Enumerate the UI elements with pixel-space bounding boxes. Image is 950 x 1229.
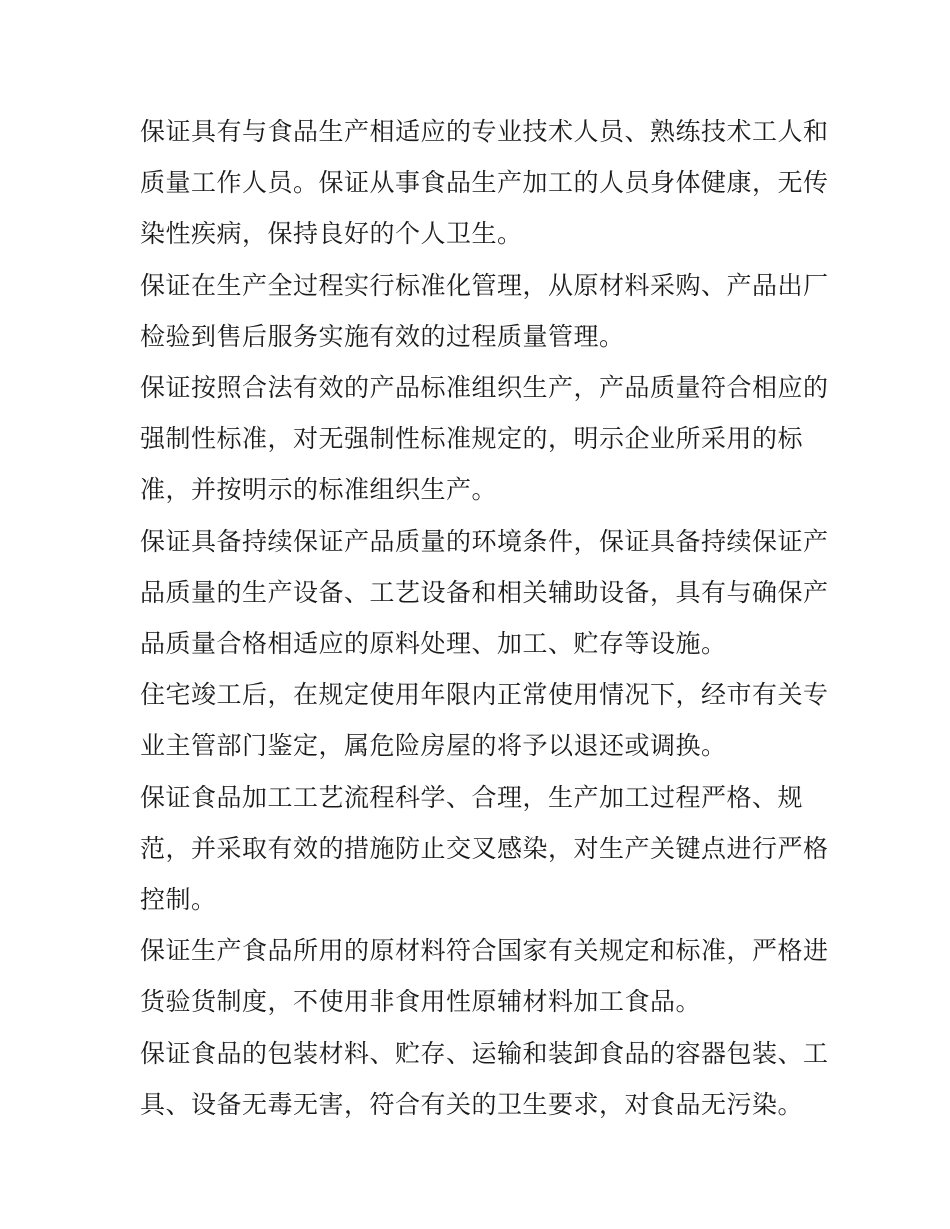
text-line: 保证按照合法有效的产品标准组织生产，产品质量符合相应的 (140, 373, 829, 403)
text-line: 货验货制度，不使用非食用性原辅材料加工食品。 (140, 987, 702, 1017)
paragraph-housing (140, 669, 829, 771)
text-line: 保证食品加工工艺流程科学、合理，生产加工过程严格、规 (140, 782, 804, 812)
paragraph-standardized-management (140, 260, 829, 362)
text-line: 保证生产食品所用的原材料符合国家有关规定和标准，严格进 (140, 936, 829, 966)
text-line: 保证具有与食品生产相适应的专业技术人员、熟练技术工人和 (140, 117, 829, 146)
paragraph-environment-equipment (140, 516, 829, 670)
text-line: 准，并按明示的标准组织生产。 (140, 475, 498, 505)
text-line: 保证食品的包装材料、贮存、运输和装卸食品的容器包装、工 (140, 1038, 829, 1068)
text-line: 控制。 (140, 885, 217, 915)
paragraph-product-standards (140, 362, 829, 516)
paragraph-packaging (140, 1028, 829, 1130)
text-line: 范，并采取有效的措施防止交叉感染，对生产关键点进行严格 (140, 833, 829, 863)
text-line: 染性疾病，保持良好的个人卫生。 (140, 219, 523, 249)
paragraph-process-control (140, 772, 829, 926)
paragraph-staff (140, 106, 829, 260)
text-line: 强制性标准，对无强制性标准规定的，明示企业所采用的标 (140, 424, 804, 454)
paragraph-raw-materials (140, 925, 829, 1027)
text-line: 检验到售后服务实施有效的过程质量管理。 (140, 321, 625, 351)
text-line: 保证在生产全过程实行标准化管理，从原材料采购、产品出厂 (140, 270, 829, 300)
text-line: 品质量的生产设备、工艺设备和相关辅助设备，具有与确保产 (140, 577, 829, 607)
document-body (140, 106, 829, 1130)
text-line: 住宅竣工后，在规定使用年限内正常使用情况下，经市有关专 (140, 680, 829, 710)
text-line: 质量工作人员。保证从事食品生产加工的人员身体健康，无传 (140, 168, 829, 198)
text-line: 保证具备持续保证产品质量的环境条件，保证具备持续保证产 (140, 526, 829, 556)
text-line: 具、设备无毒无害，符合有关的卫生要求，对食品无污染。 (140, 1089, 804, 1119)
text-line: 业主管部门鉴定，属危险房屋的将予以退还或调换。 (140, 731, 727, 761)
text-line: 品质量合格相适应的原料处理、加工、贮存等设施。 (140, 629, 727, 659)
